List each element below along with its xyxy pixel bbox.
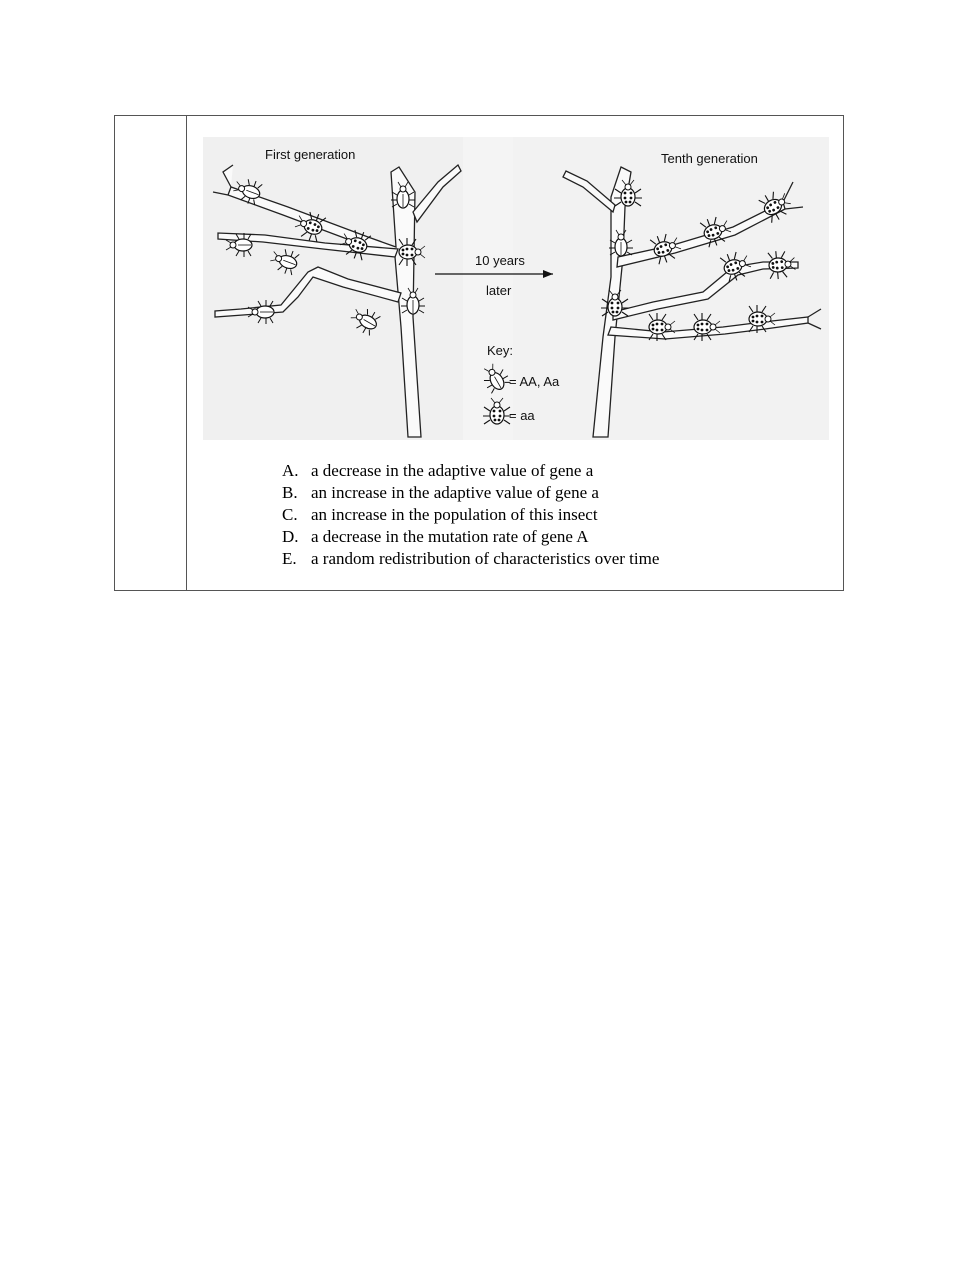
answer-choice-c[interactable] (282, 504, 659, 526)
choice-text: an increase in the adaptive value of gene a (311, 483, 599, 502)
choice-letter: B. (282, 483, 298, 502)
first-generation-label: First generation (265, 147, 356, 162)
answer-choice-e[interactable] (282, 548, 659, 570)
arrow-label-bottom: later (486, 283, 512, 298)
key-dark-label: = aa (509, 408, 535, 423)
answer-choice-a[interactable] (282, 460, 659, 482)
choice-letter: A. (282, 461, 299, 480)
choice-text: a decrease in the mutation rate of gene A (311, 527, 589, 546)
answer-choices (282, 460, 659, 570)
choice-text: a decrease in the adaptive value of gene a (311, 461, 594, 480)
key-light-label: = AA, Aa (509, 374, 560, 389)
choice-text: an increase in the population of this insect (311, 505, 598, 524)
choice-letter: E. (282, 549, 297, 568)
answer-choice-b[interactable] (282, 482, 659, 504)
answer-choice-d[interactable] (282, 526, 659, 548)
choice-text: a random redistribution of characteristics over time (311, 549, 660, 568)
choice-letter: C. (282, 505, 298, 524)
arrow-label-top: 10 years (475, 253, 525, 268)
tenth-generation-label: Tenth generation (661, 151, 758, 166)
choice-letter: D. (282, 527, 299, 546)
question-number-cell (115, 116, 187, 590)
key-title: Key: (487, 343, 514, 358)
insect-population-figure (203, 137, 829, 440)
